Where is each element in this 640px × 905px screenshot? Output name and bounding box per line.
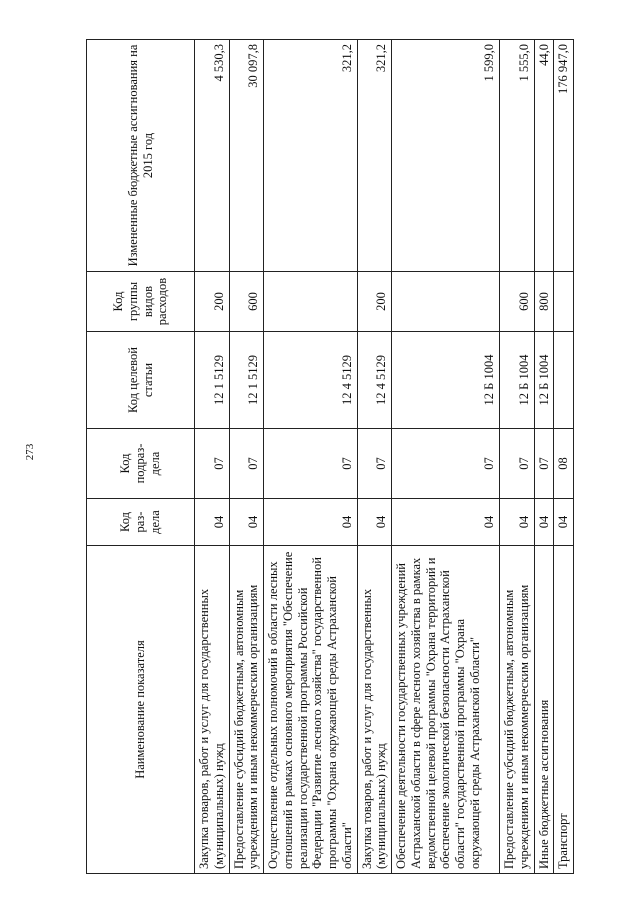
cell-statya <box>554 332 574 429</box>
cell-name: Предоставление субсидий бюджетным, автономным учреждениям и иным некоммерческим организациям <box>229 546 264 874</box>
cell-name: Закупка товаров, работ и услуг для государственных (муниципальных) нужд <box>357 546 392 874</box>
table-row <box>357 40 392 874</box>
table-row <box>534 40 554 874</box>
cell-gruppa: 600 <box>229 272 264 332</box>
cell-gruppa: 200 <box>357 272 392 332</box>
cell-razdel: 04 <box>500 499 535 546</box>
cell-sum: 30 097,8 <box>229 40 264 272</box>
table-row <box>500 40 535 874</box>
cell-razdel: 04 <box>554 499 574 546</box>
cell-statya: 12 Б 1004 <box>392 332 500 429</box>
cell-gruppa: 800 <box>534 272 554 332</box>
cell-razdel: 04 <box>392 499 500 546</box>
cell-gruppa <box>264 272 358 332</box>
table-header-row <box>87 40 195 874</box>
table-row <box>554 40 574 874</box>
header-sum: Измененные бюджетные ассигнования на 2015 год <box>87 40 195 272</box>
cell-razdel: 04 <box>195 499 230 546</box>
header-statya: Код целевой статьи <box>87 332 195 429</box>
table-row <box>264 40 358 874</box>
header-razdel: Код раз-дела <box>87 499 195 546</box>
page-number: 273 <box>24 443 36 461</box>
cell-sum: 1 599,0 <box>392 40 500 272</box>
cell-sum: 1 555,0 <box>500 40 535 272</box>
cell-podrazdel: 08 <box>554 429 574 499</box>
cell-statya: 12 4 5129 <box>264 332 358 429</box>
cell-statya: 12 Б 1004 <box>500 332 535 429</box>
cell-gruppa <box>392 272 500 332</box>
cell-podrazdel: 07 <box>392 429 500 499</box>
cell-sum: 4 530,3 <box>195 40 230 272</box>
cell-razdel: 04 <box>534 499 554 546</box>
cell-podrazdel: 07 <box>500 429 535 499</box>
cell-statya: 12 4 5129 <box>357 332 392 429</box>
cell-podrazdel: 07 <box>264 429 358 499</box>
header-name: Наименование показателя <box>87 546 195 874</box>
cell-podrazdel: 07 <box>534 429 554 499</box>
header-gruppa: Код группы видов расходов <box>87 272 195 332</box>
cell-sum: 44,0 <box>534 40 554 272</box>
cell-statya: 12 1 5129 <box>195 332 230 429</box>
cell-sum: 321,2 <box>264 40 358 272</box>
cell-razdel: 04 <box>229 499 264 546</box>
cell-sum: 176 947,0 <box>554 40 574 272</box>
cell-name: Иные бюджетные ассигнования <box>534 546 554 874</box>
budget-table <box>86 39 574 874</box>
cell-statya: 12 1 5129 <box>229 332 264 429</box>
cell-name: Закупка товаров, работ и услуг для государственных (муниципальных) нужд <box>195 546 230 874</box>
table-row <box>195 40 230 874</box>
table-rotation-frame <box>86 40 571 874</box>
cell-razdel: 04 <box>264 499 358 546</box>
table-row <box>229 40 264 874</box>
cell-podrazdel: 07 <box>229 429 264 499</box>
cell-gruppa: 600 <box>500 272 535 332</box>
cell-statya: 12 Б 1004 <box>534 332 554 429</box>
table-row <box>392 40 500 874</box>
cell-gruppa: 200 <box>195 272 230 332</box>
cell-name: Транспорт <box>554 546 574 874</box>
cell-name: Предоставление субсидий бюджетным, автономным учреждениям и иным некоммерческим организациям <box>500 546 535 874</box>
cell-sum: 321,2 <box>357 40 392 272</box>
header-podrazdel: Код подраз-дела <box>87 429 195 499</box>
cell-razdel: 04 <box>357 499 392 546</box>
cell-name: Осуществление отдельных полномочий в области лесных отношений в рамках основного мероприятия "Обеспечение реализации государственной программы Российской Федерации "Развитие лесного хозяйства" государственной программы "Охрана окружающей среды Астраханской области" <box>264 546 358 874</box>
cell-podrazdel: 07 <box>357 429 392 499</box>
cell-name: Обеспечение деятельности государственных учреждений Астраханской области в сфере лесного хозяйства в рамках ведомственной целевой программы "Охрана территорий и обеспечение экологической безопасности Астраханской области" государственной программы "Охрана окружающей среды Астраханской области" <box>392 546 500 874</box>
cell-gruppa <box>554 272 574 332</box>
cell-podrazdel: 07 <box>195 429 230 499</box>
